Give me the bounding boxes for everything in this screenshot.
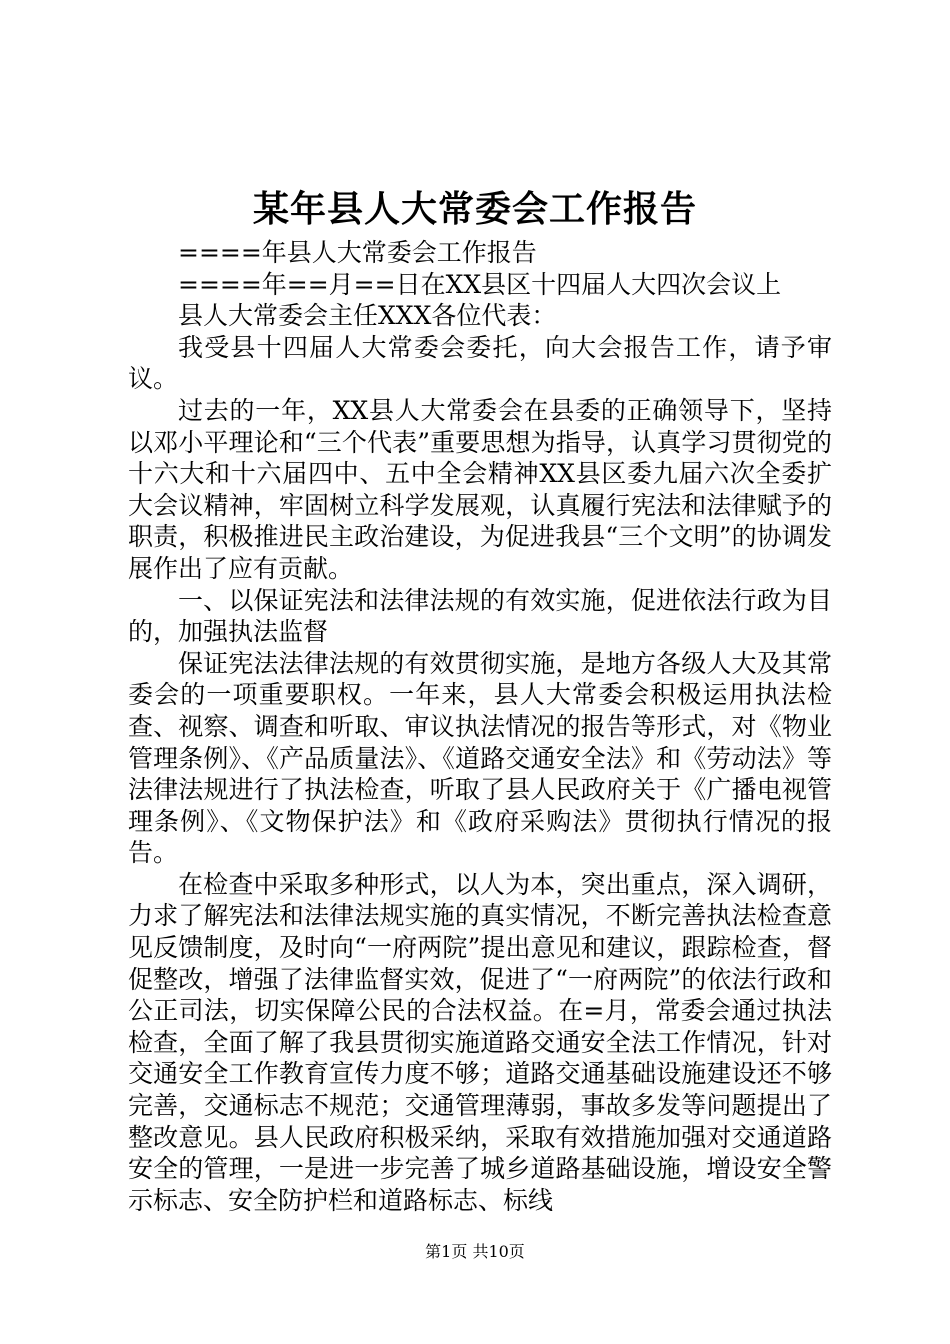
report-subtitle: ====年县人大常委会工作报告 — [178, 238, 537, 267]
body-paragraph: 保证宪法法律法规的有效贯彻实施，是地方各级人大及其常委会的一项重要职权。一年来，县人大常委会积极运用执法检查、视察、调查和听取、审议执法情况的报告等形式，对《物业管理条例》、《产品质量法》、《道路交通安全法》和《劳动法》等法律法规进行了执法检查，听取了县人民政府关于《广播电视管理条例》、《文物保护法》和《政府采购法》贯彻执行情况的报告。 — [128, 648, 832, 868]
page-footer — [0, 1240, 950, 1264]
body-paragraph: 过去的一年，XX县人大常委会在县委的正确领导下，坚持以邓小平理论和“三个代表”重要思想为指导，认真学习贯彻党的十六大和十六届四中、五中全会精神XX县区委九届六次全委扩大会议精神，牢固树立科学发展观，认真履行宪法和法律赋予的职责，积极推进民主政治建设，为促进我县“三个文明”的协调发展作出了应有贡献。 — [128, 395, 832, 583]
body-paragraph: 我受县十四届人大常委会委托，向大会报告工作，请予审议。 — [128, 332, 832, 394]
page-number: 第1页 共10页 — [425, 1242, 525, 1261]
section-heading: 一、以保证宪法和法律法规的有效实施，促进依法行政为目的，加强执法监督 — [128, 585, 832, 647]
body-paragraph: 在检查中采取多种形式，以人为本，突出重点，深入调研，力求了解宪法和法律法规实施的真实情况，不断完善执法检查意见反馈制度，及时向“一府两院”提出意见和建议，跟踪检查，督促整改，增强了法律监督实效，促进了“一府两院”的依法行政和公正司法，切实保障公民的合法权益。在=月，常委会通过执法检查，全面了解了我县贯彻实施道路交通安全法工作情况，针对交通安全工作教育宣传力度不够；道路交通基础设施建设还不够完善，交通标志不规范；交通管理薄弱，事故多发等问题提出了整改意见。县人民政府积极采纳，采取有效措施加强对交通道路安全的管理，一是进一步完善了城乡道路基础设施，增设安全警示标志、安全防护栏和道路标志、标线 — [128, 869, 832, 1215]
meeting-date-line: ====年==月==日在XX县区十四届人大四次会议上 — [178, 269, 782, 299]
document-body — [128, 237, 832, 1216]
document-title: 某年县人大常委会工作报告 — [252, 188, 697, 230]
speaker-salutation: 县人大常委会主任XXX各位代表： — [178, 301, 557, 331]
